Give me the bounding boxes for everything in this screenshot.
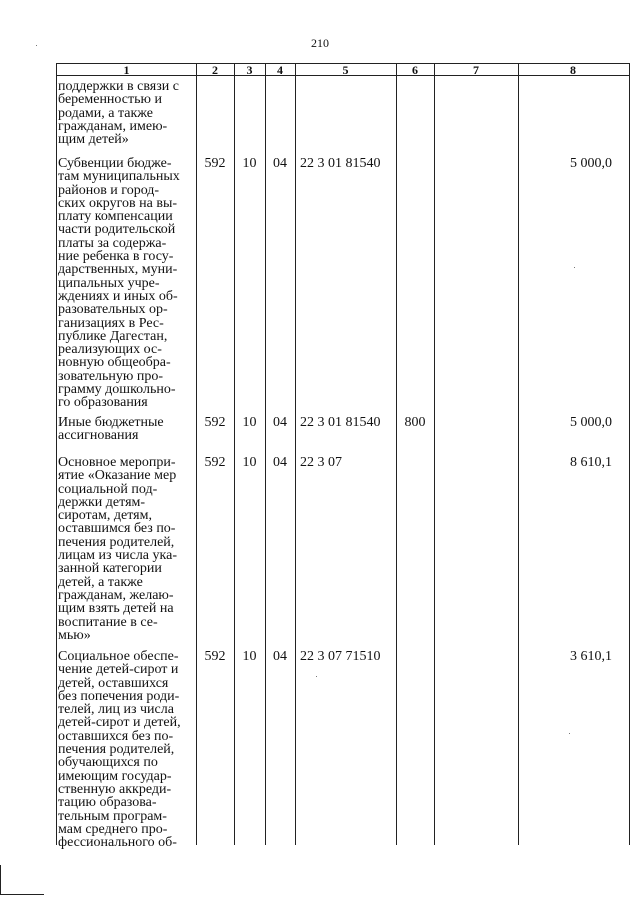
scan-corner-mark <box>0 865 1 894</box>
column-header: 4 <box>277 63 283 77</box>
target-article-cell: 22 3 01 81540 <box>300 415 381 430</box>
column-divider <box>518 63 519 845</box>
amount-cell: 8 610,1 <box>570 455 612 470</box>
admin-code-cell: 592 <box>204 415 226 430</box>
column-divider <box>434 63 435 845</box>
subsection-cell: 04 <box>273 455 287 470</box>
admin-code-cell: 592 <box>204 649 226 664</box>
scan-corner-mark <box>0 894 44 895</box>
column-header: 5 <box>342 63 349 77</box>
column-header: 1 <box>123 63 130 77</box>
target-article-cell: 22 3 07 <box>300 455 342 470</box>
row-description: Основное меропри- ятие «Оказание мер социальной под- держки детям- сиротам, детям, оставшимся без по- печения родителей, лицам из числа ука- занной категории детей, а также гражданам, желаю- щим взять детей на воспитание в се- мью» <box>58 455 177 643</box>
scan-speck <box>569 733 570 734</box>
scan-speck <box>574 267 575 268</box>
row-description: Социальное обеспе- чение детей-сирот и детей, оставшихся без попечения роди- телей, лиц из числа детей-сирот и детей, оставшихся без по- печения родителей, обучающихся по имеющим государ- ственную аккреди- тацию образова- тельным програм- мам среднего про- фессионального об- <box>58 649 181 851</box>
subsection-cell: 04 <box>273 415 287 430</box>
admin-code-cell: 592 <box>204 156 226 171</box>
row-description: Иные бюджетные ассигнования <box>58 415 164 444</box>
amount-cell: 5 000,0 <box>570 415 612 430</box>
amount-cell: 5 000,0 <box>570 156 612 171</box>
column-header: 8 <box>570 63 576 77</box>
column-divider <box>234 63 235 845</box>
subsection-cell: 04 <box>273 649 287 664</box>
admin-code-cell: 592 <box>204 455 226 470</box>
column-header: 2 <box>212 63 218 77</box>
column-divider <box>265 63 266 845</box>
column-header: 7 <box>473 63 479 77</box>
amount-cell: 3 610,1 <box>570 649 612 664</box>
target-article-cell: 22 3 01 81540 <box>300 156 381 171</box>
row-description: Субвенции бюдже- там муниципальных районов и город- ских округов на вы- плату компенсации части родительской платы за содержа- ние ребенка в госу- дарственных, муни- ципальных учре- ждениях и иных об- разовательных ор- ганизациях в Рес- публике Дагестан, реализующих ос- новную общеобра- зовательную про- грамму дошкольно- го образования <box>58 156 180 411</box>
column-divider <box>396 63 397 845</box>
scan-speck <box>36 45 37 46</box>
subsection-cell: 04 <box>273 156 287 171</box>
page-number: 210 <box>311 36 329 50</box>
column-header: 3 <box>246 63 253 77</box>
target-article-cell: 22 3 07 71510 <box>300 649 381 664</box>
column-header: 6 <box>412 63 418 77</box>
column-divider <box>295 63 296 845</box>
scan-speck <box>316 676 317 677</box>
section-cell: 10 <box>242 415 257 430</box>
section-cell: 10 <box>242 455 257 470</box>
section-cell: 10 <box>242 156 257 171</box>
section-cell: 10 <box>242 649 257 664</box>
row-description: поддержки в связи с беременностью и родами, а также гражданам, имею- щим детей» <box>58 79 179 148</box>
expense-type-cell: 800 <box>404 415 426 430</box>
